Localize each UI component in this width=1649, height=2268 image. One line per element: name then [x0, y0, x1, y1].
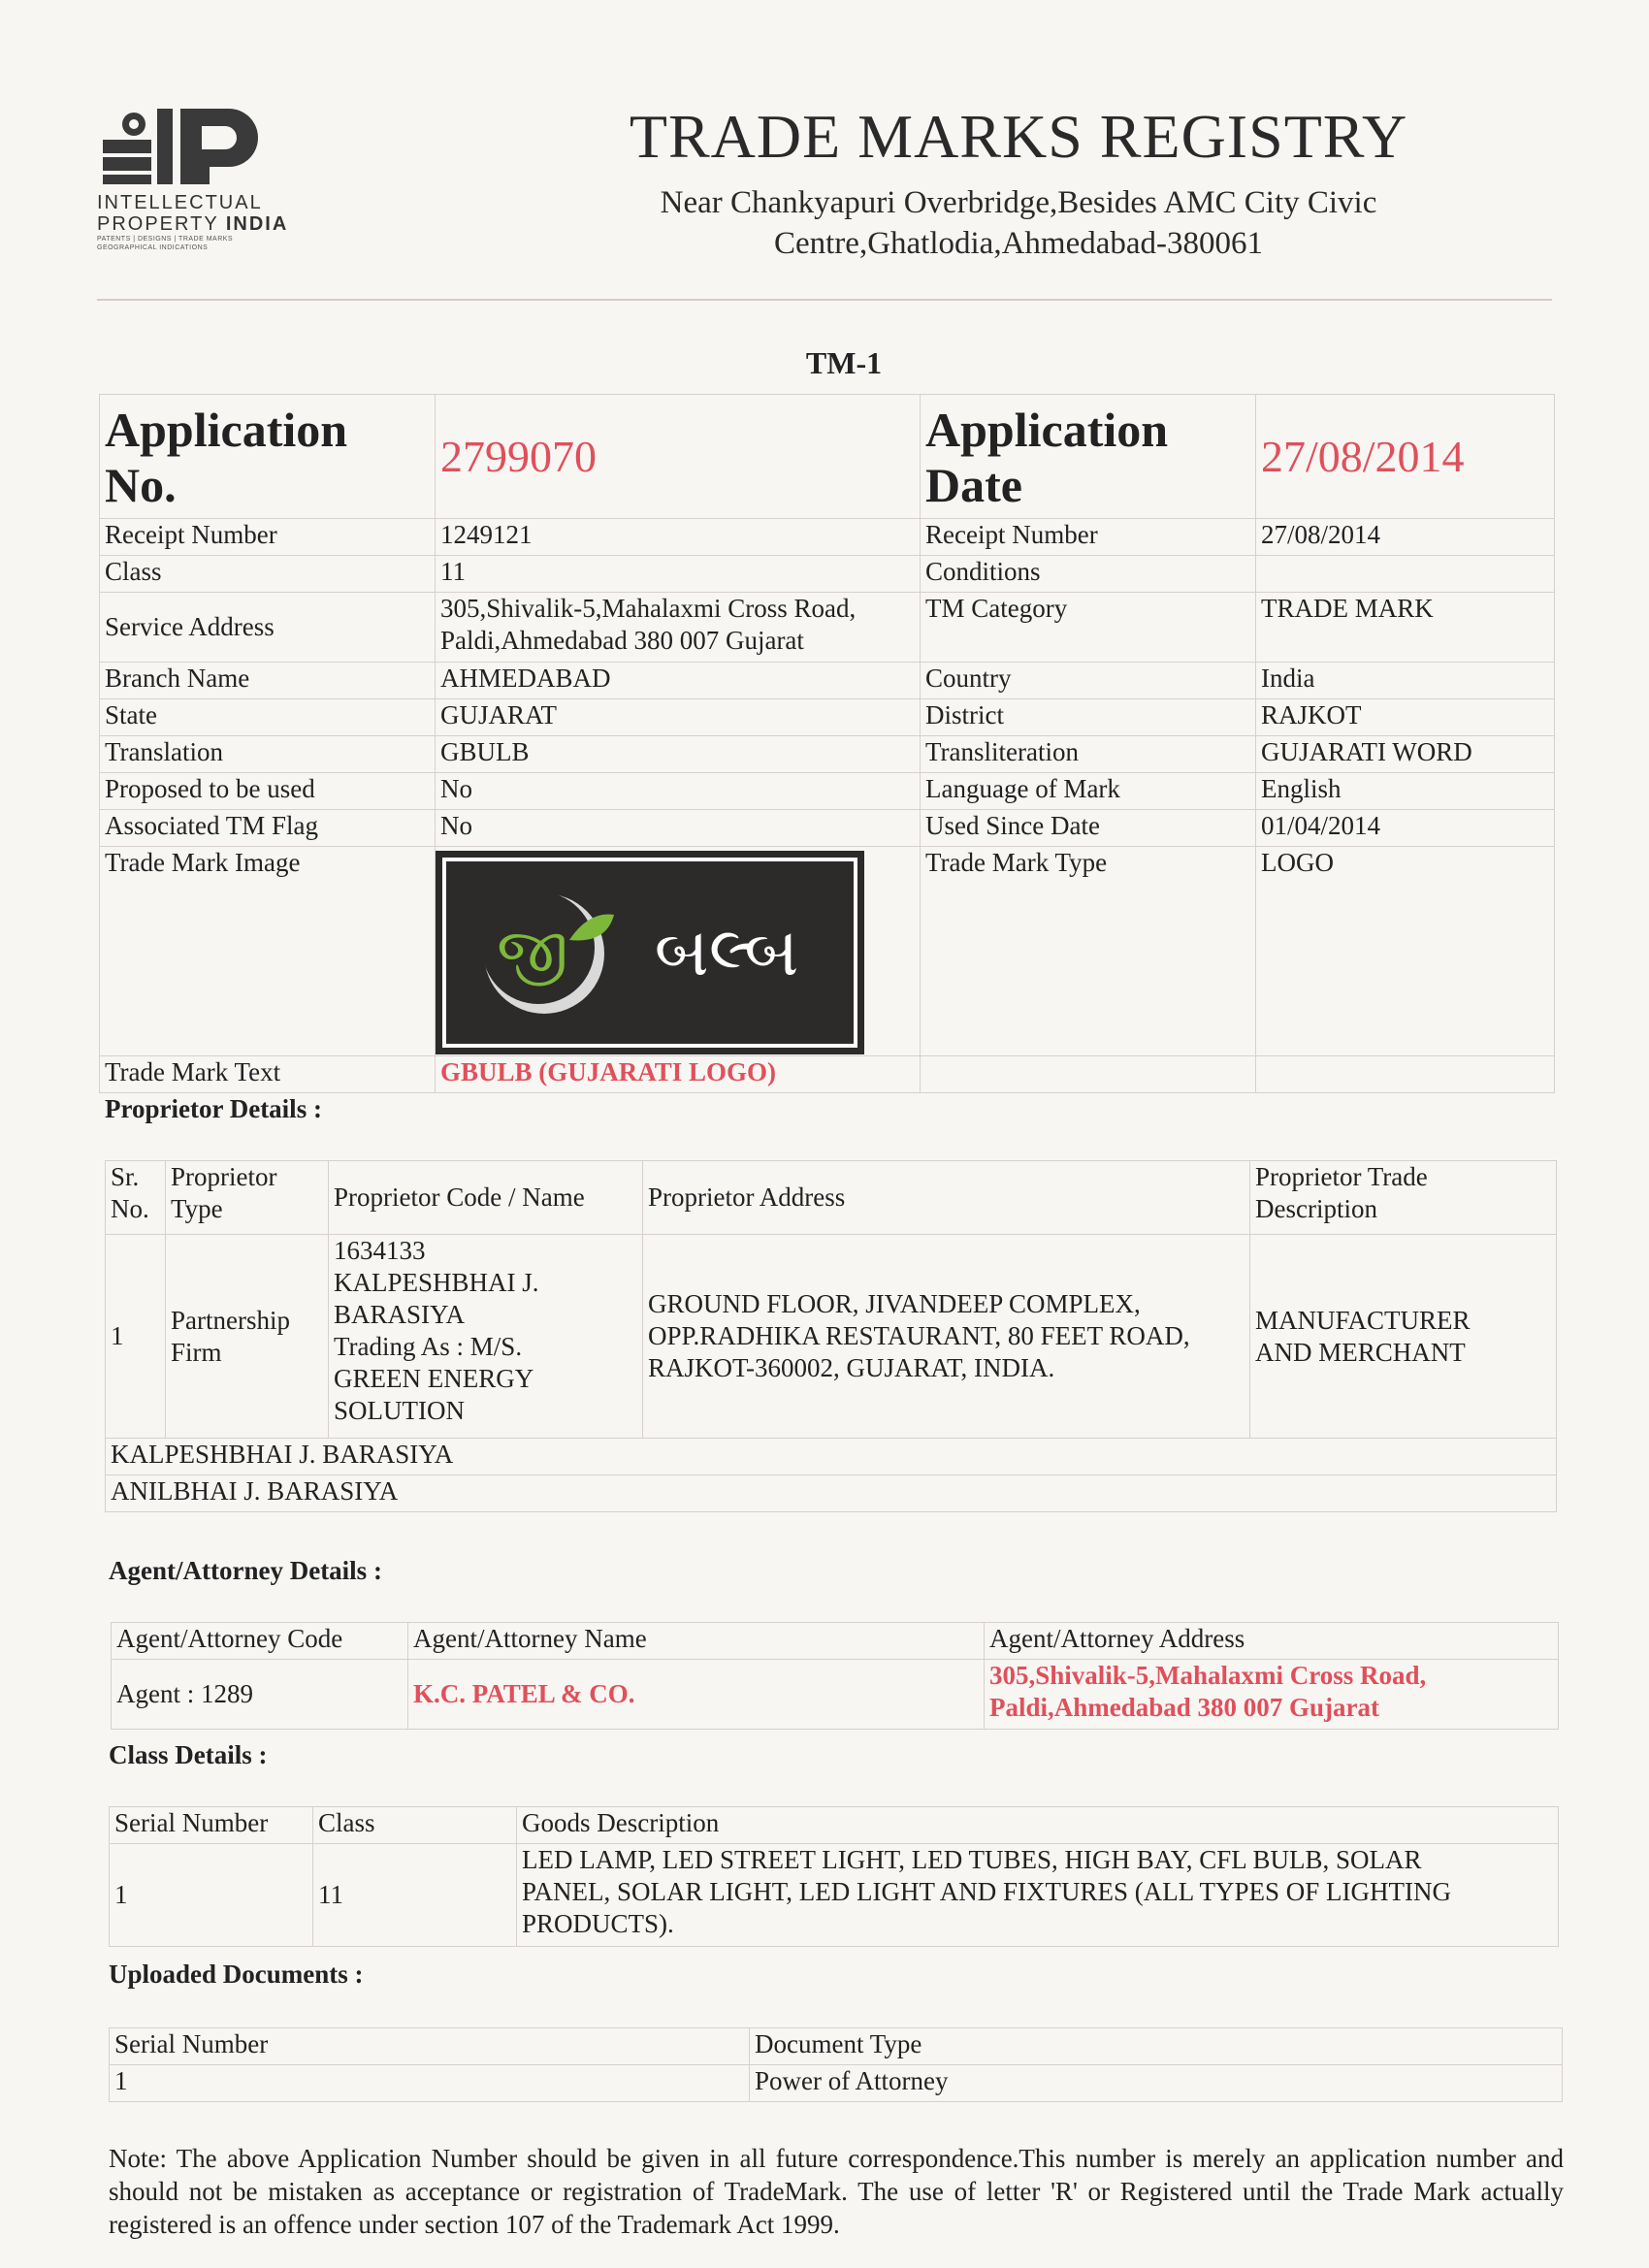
proprietor-table [105, 1160, 1557, 1512]
application-no-value: 2799070 [436, 395, 921, 519]
field-value: No [436, 810, 921, 847]
field-label: Associated TM Flag [100, 810, 436, 847]
logo-monogram: જી [497, 915, 568, 986]
application-date-label: Application Date [921, 395, 1256, 519]
footer-note: Note: The above Application Number should be given in all future correspondence.This number is merely an application number and should not be mistaken as acceptance or registration of TradeMark. The use of letter 'R' or Registered until the Trade Mark actually registered is an offence under section 107 of the Trademark Act 1999. [109, 2144, 1564, 2239]
agent-header-address: Agent/Attorney Address [985, 1623, 1559, 1660]
documents-header-serial: Serial Number [110, 2028, 750, 2065]
field-value: 11 [436, 556, 921, 593]
field-label: Proposed to be used [100, 773, 436, 810]
registry-address: Near Chankyapuri Overbridge,Besides AMC City Civic Centre,Ghatlodia,Ahmedabad-380061 [660, 185, 1377, 261]
field-value [1256, 1056, 1555, 1093]
field-value: GBULB [436, 736, 921, 773]
field-label: Country [921, 663, 1256, 699]
logo-text [97, 192, 349, 252]
field-label [921, 1056, 1256, 1093]
field-value: English [1256, 773, 1555, 810]
field-label: Receipt Number [921, 519, 1256, 556]
agent-table [111, 1622, 1559, 1730]
class-table [109, 1806, 1559, 1947]
field-value: AHMEDABAD [436, 663, 921, 699]
trade-mark-logo-image [436, 851, 864, 1054]
proprietor-description: MANUFACTURER AND MERCHANT [1250, 1235, 1557, 1439]
logo-line-3: PATENTS | DESIGNS | TRADE MARKS [97, 236, 234, 243]
document-serial: 1 [110, 2065, 750, 2102]
logo-line-2: PROPERTY INDIA [97, 213, 289, 235]
field-value: No [436, 773, 921, 810]
field-label: Trade Mark Image [100, 847, 436, 1056]
field-label: Service Address [100, 593, 436, 663]
application-date-value: 27/08/2014 [1256, 395, 1555, 519]
header-divider [97, 299, 1552, 301]
proprietor-section-title: Proprietor Details : [105, 1094, 322, 1123]
field-label: Receipt Number [100, 519, 436, 556]
proprietor-type: Partnership Firm [166, 1235, 329, 1439]
proprietor-header-description: Proprietor Trade Description [1250, 1161, 1557, 1235]
field-value: 305,Shivalik-5,Mahalaxmi Cross Road, Paldi,Ahmedabad 380 007 Gujarat [436, 593, 921, 663]
agent-address: 305,Shivalik-5,Mahalaxmi Cross Road, Paldi,Ahmedabad 380 007 Gujarat [985, 1660, 1559, 1730]
field-label: TM Category [921, 593, 1256, 663]
application-table [99, 394, 1555, 1093]
field-value: 27/08/2014 [1256, 519, 1555, 556]
logo-script-text: બલ્બ [654, 912, 799, 991]
agent-header-name: Agent/Attorney Name [408, 1623, 985, 1660]
field-label: State [100, 699, 436, 736]
agent-name: K.C. PATEL & CO. [408, 1660, 985, 1730]
goods-description: LED LAMP, LED STREET LIGHT, LED TUBES, HIGH BAY, CFL BULB, SOLAR PANEL, SOLAR LIGHT, LED LIGHT AND FIXTURES (ALL TYPES OF LIGHTING PRODUCTS). [517, 1844, 1559, 1947]
registry-title: TRADE MARKS REGISTRY [629, 102, 1408, 171]
proprietor-address: GROUND FLOOR, JIVANDEEP COMPLEX, OPP.RADHIKA RESTAURANT, 80 FEET ROAD, RAJKOT-360002, GUJARAT, INDIA. [643, 1235, 1250, 1439]
field-label: Trade Mark Text [100, 1056, 436, 1093]
field-label: Language of Mark [921, 773, 1256, 810]
proprietor-header-address: Proprietor Address [643, 1161, 1250, 1235]
field-value: RAJKOT [1256, 699, 1555, 736]
field-label: Class [100, 556, 436, 593]
class-number: 11 [313, 1844, 517, 1947]
proprietor-code-name: 1634133 KALPESHBHAI J. BARASIYA Trading As : M/S. GREEN ENERGY SOLUTION [329, 1235, 643, 1439]
field-value: India [1256, 663, 1555, 699]
documents-table [109, 2027, 1563, 2102]
class-section-title: Class Details : [109, 1740, 268, 1769]
field-label: Used Since Date [921, 810, 1256, 847]
partner-name: ANILBHAI J. BARASIYA [106, 1475, 1557, 1512]
field-label: District [921, 699, 1256, 736]
logo-line-4: GEOGRAPHICAL INDICATIONS [97, 244, 209, 251]
field-value: LOGO [1256, 847, 1555, 1056]
field-value: GUJARAT [436, 699, 921, 736]
field-label: Transliteration [921, 736, 1256, 773]
field-value [1256, 556, 1555, 593]
proprietor-sr: 1 [106, 1235, 166, 1439]
field-value: 1249121 [436, 519, 921, 556]
proprietor-header-type: Proprietor Type [166, 1161, 329, 1235]
field-value: GUJARATI WORD [1256, 736, 1555, 773]
class-header-goods: Goods Description [517, 1807, 1559, 1844]
field-label: Branch Name [100, 663, 436, 699]
field-value: TRADE MARK [1256, 593, 1555, 663]
proprietor-header-code: Proprietor Code / Name [329, 1161, 643, 1235]
documents-section-title: Uploaded Documents : [109, 1960, 364, 1989]
form-id: TM-1 [805, 345, 883, 380]
field-label: Translation [100, 736, 436, 773]
agent-section-title: Agent/Attorney Details : [109, 1556, 382, 1585]
field-value: 01/04/2014 [1256, 810, 1555, 847]
class-header-serial: Serial Number [110, 1807, 313, 1844]
field-label: Trade Mark Type [921, 847, 1256, 1056]
proprietor-header-sr: Sr. No. [106, 1161, 166, 1235]
documents-header-type: Document Type [750, 2028, 1563, 2065]
logo-line-1: INTELLECTUAL [97, 192, 263, 213]
partner-name: KALPESHBHAI J. BARASIYA [106, 1439, 1557, 1475]
agent-code: Agent : 1289 [112, 1660, 408, 1730]
trade-mark-image-cell [436, 847, 921, 1056]
document-type: Power of Attorney [750, 2065, 1563, 2102]
agent-header-code: Agent/Attorney Code [112, 1623, 408, 1660]
class-serial: 1 [110, 1844, 313, 1947]
trade-mark-text-value: GBULB (GUJARATI LOGO) [436, 1056, 921, 1093]
application-no-label: Application No. [100, 395, 436, 519]
class-header-class: Class [313, 1807, 517, 1844]
field-label: Conditions [921, 556, 1256, 593]
